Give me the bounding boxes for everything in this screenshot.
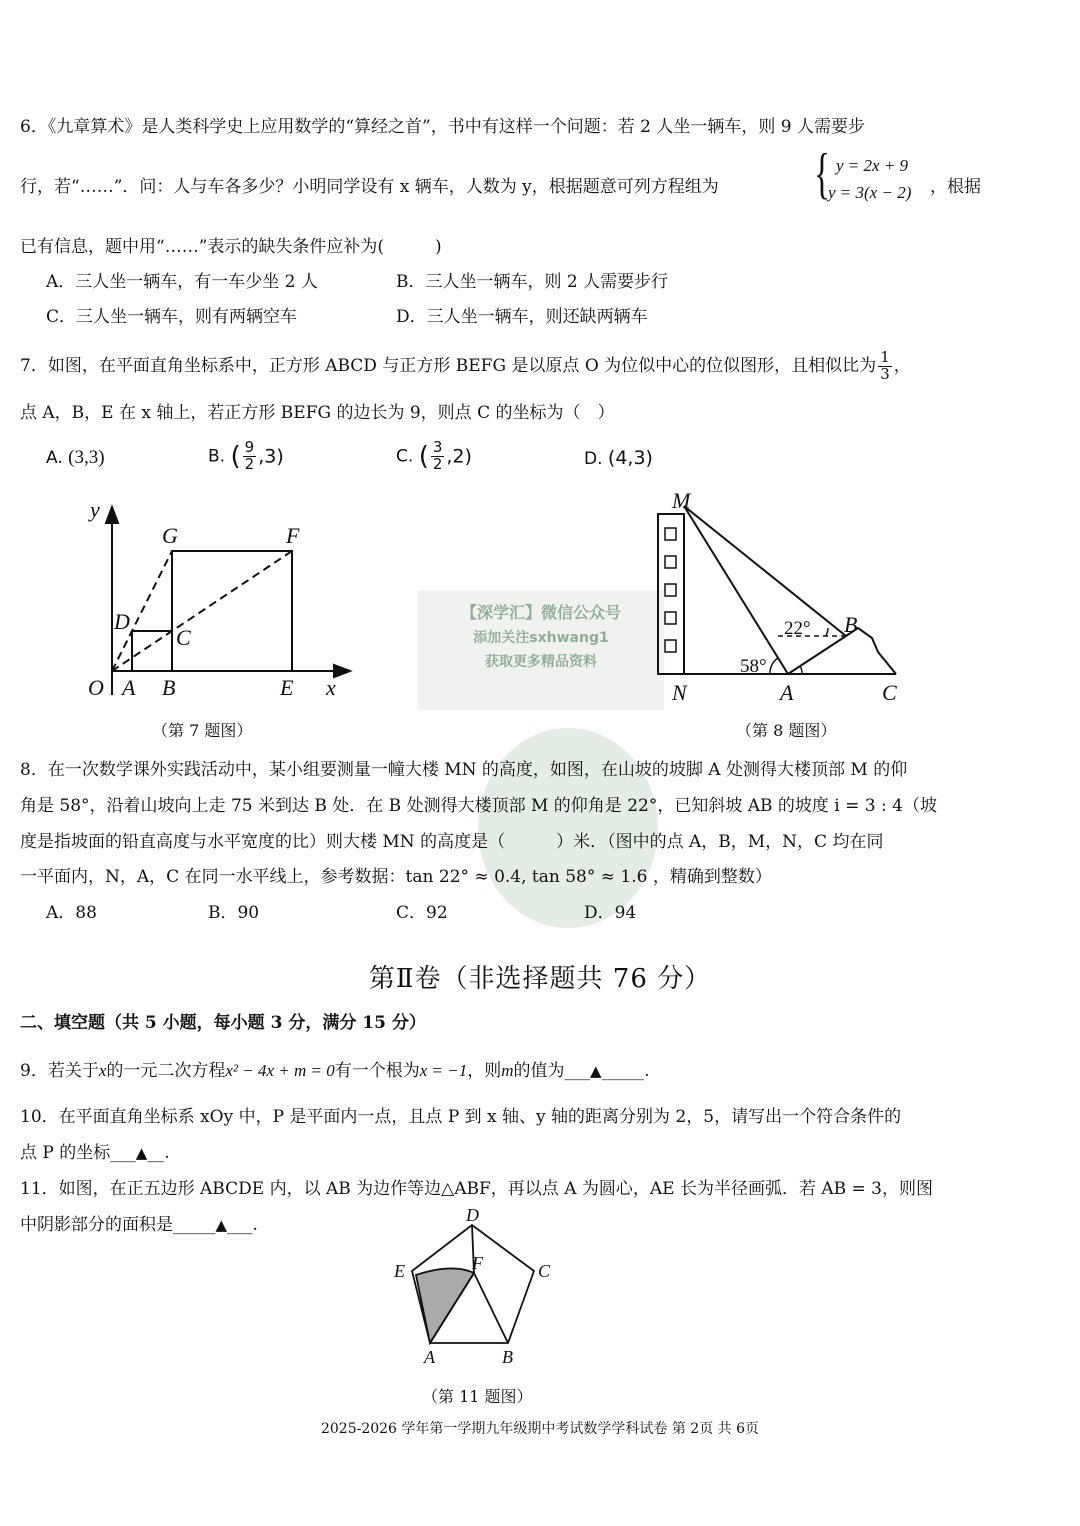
watermark-line2: 添加关注sxhwang1	[473, 630, 609, 646]
side-bf	[474, 1273, 508, 1343]
q11-line1: 11．如图，在正五边形 ABCDE 内，以 AB 为边作等边△ABF，再以点 A 为圆心，AE 长为半径画弧．若 AB = 3，则图	[20, 1179, 934, 1199]
part2-heading: 二、填空题（共 5 小题，每小题 3 分，满分 15 分）	[20, 1013, 426, 1033]
building	[658, 514, 684, 674]
q7-line1-text: 7．如图，在平面直角坐标系中，正方形 ABCD 与正方形 BEFG 是以原点 O 为位似中心的位似图形，且相似比为	[20, 355, 877, 376]
label-d: D	[114, 609, 130, 634]
label-a: A	[424, 1347, 435, 1367]
section-title: 第Ⅱ卷（非选择题共 76 分）	[368, 964, 712, 994]
label-c: C	[882, 680, 897, 705]
blank-triangle-icon: ▲	[135, 1144, 148, 1162]
q8-line1: 8．在一次数学课外实践活动中，某小组要测量一幢大楼 MN 的高度，如图，在山坡的坡脚 A 处测得大楼顶部 M 的仰	[20, 760, 908, 780]
q7-option-c: C. ( $\frac{3}{2}$ ,2)	[396, 438, 472, 473]
q8-option-d: D．94	[584, 903, 637, 923]
label-c: C	[538, 1261, 551, 1281]
q11-line2: 中阴影部分的面积是_____▲___.	[20, 1215, 258, 1235]
label-a: A	[780, 680, 794, 705]
label-b: B	[162, 675, 176, 700]
label-x: x	[326, 675, 336, 700]
label-a: A	[122, 675, 136, 700]
label-y: y	[90, 497, 100, 522]
label-n: N	[672, 680, 687, 705]
q8-caption: （第 8 题图）	[736, 721, 837, 740]
line-ma	[684, 506, 788, 674]
label-b: B	[502, 1347, 513, 1367]
q6-line2-text: 行，若“……”．问：人与车各多少？小明同学设有 x 辆车，人数为 y，根据题意可列方程组为	[20, 177, 719, 197]
square-befg	[172, 551, 292, 671]
q6-line1: 6．《九章算术》是人类科学史上应用数学的“算经之首”，书中有这样一个问题：若 2 人坐一辆车，则 9 人需要步	[20, 117, 865, 137]
page-footer: 2025-2026 学年第一学期九年级期中考试数学学科试卷 第 2页 共 6页	[320, 1421, 760, 1437]
angle-58: 58°	[740, 656, 767, 677]
q8-line2: 角是 58°，沿着山坡向上走 75 米到达 B 处．在 B 处测得大楼顶部 M 的仰角是 22°，已知斜坡 AB 的坡度 i = 3 : 4（坡	[20, 796, 937, 816]
q6-option-c: C．三人坐一辆车，则有两辆空车	[46, 307, 298, 327]
q10-line1: 10．在平面直角坐标系 xOy 中，P 是平面内一点，且点 P 到 x 轴、y 轴的距离分别为 2，5，请写出一个符合条件的	[20, 1107, 902, 1127]
q11-caption: （第 11 题图）	[422, 1387, 533, 1406]
x-arrow-icon	[334, 665, 350, 677]
q7-line1: 7．如图，在平面直角坐标系中，正方形 ABCD 与正方形 BEFG 是以原点 O 为位似中心的位似图形，且相似比为 $\frac{1}{3}$ ，	[20, 348, 911, 383]
label-f: F	[286, 523, 300, 548]
label-f: F	[472, 1253, 483, 1273]
q6-line2	[20, 172, 719, 197]
label-b: B	[844, 612, 858, 637]
q8-option-c: C．92	[396, 903, 448, 923]
q8-line3: 度是指坡面的铅直高度与水平宽度的比）则大楼 MN 的高度是（ ）米．（图中的点 A，B，M，N，C 均在同	[20, 832, 884, 852]
q8-option-b: B．90	[208, 903, 260, 923]
label-d: D	[466, 1205, 479, 1225]
q6-option-a: A．三人坐一辆车，有一车少坐 2 人	[46, 272, 318, 292]
blank-triangle-icon: ▲	[215, 1216, 228, 1234]
dash-of	[112, 551, 292, 671]
watermark-line1: 【深学汇】微信公众号	[460, 603, 621, 622]
q6-line2-end: ，根据	[930, 177, 981, 197]
q7-ratio: $\frac{1}{3}$	[880, 348, 890, 383]
label-o: O	[88, 675, 104, 700]
q7-line2: 点 A，B，E 在 x 轴上，若正方形 BEFG 的边长为 9，则点 C 的坐标为（ ）	[20, 403, 615, 423]
watermark-line3: 获取更多精品资料	[485, 654, 597, 670]
square-abcd	[132, 631, 172, 671]
q8-line4: 一平面内，N，A，C 在同一水平线上，参考数据：tan 22° ≈ 0.4, tan 58° ≈ 1.6 ，精确到整数）	[20, 867, 772, 887]
q10-line2: 点 P 的坐标___▲__.	[20, 1143, 170, 1163]
label-m: M	[672, 490, 691, 513]
label-e: E	[394, 1261, 405, 1281]
label-c: C	[176, 625, 191, 650]
blank-triangle-icon: ▲	[590, 1062, 602, 1080]
q9-line: 9．若关于x的一元二次方程x² − 4x + m = 0有一个根为x = −1，则m的值为___▲_____.	[20, 1061, 650, 1081]
q6-line3: 已有信息，题中用“……”表示的缺失条件应补为( )	[20, 237, 442, 257]
label-e: E	[280, 675, 294, 700]
q7-option-b: B. ( $\frac{9}{2}$ ,3)	[208, 438, 284, 473]
label-g: G	[162, 523, 178, 548]
line-mb	[684, 506, 846, 636]
q7-figure	[70, 495, 360, 715]
q6-eq1: y = 2x + 9	[836, 156, 909, 175]
brace-icon: {	[814, 143, 831, 205]
y-arrow-icon	[106, 507, 118, 523]
q11-figure	[390, 1205, 560, 1375]
q7-option-d: D. (4,3)	[584, 447, 653, 469]
q7-option-a: A. (3,3)	[46, 447, 105, 468]
q6-option-d: D．三人坐一辆车，则还缺两辆车	[396, 307, 648, 327]
q6-eq2: y = 3(x − 2)	[828, 183, 912, 202]
q8-option-a: A．88	[46, 903, 97, 923]
q7-caption: （第 7 题图）	[152, 721, 253, 740]
slope-ab	[788, 636, 846, 674]
q8-figure	[650, 490, 910, 710]
watermark	[418, 590, 664, 710]
q6-option-b: B．三人坐一辆车，则 2 人需要步行	[396, 272, 669, 292]
angle-22: 22°	[784, 618, 811, 639]
shaded-region	[416, 1268, 474, 1343]
